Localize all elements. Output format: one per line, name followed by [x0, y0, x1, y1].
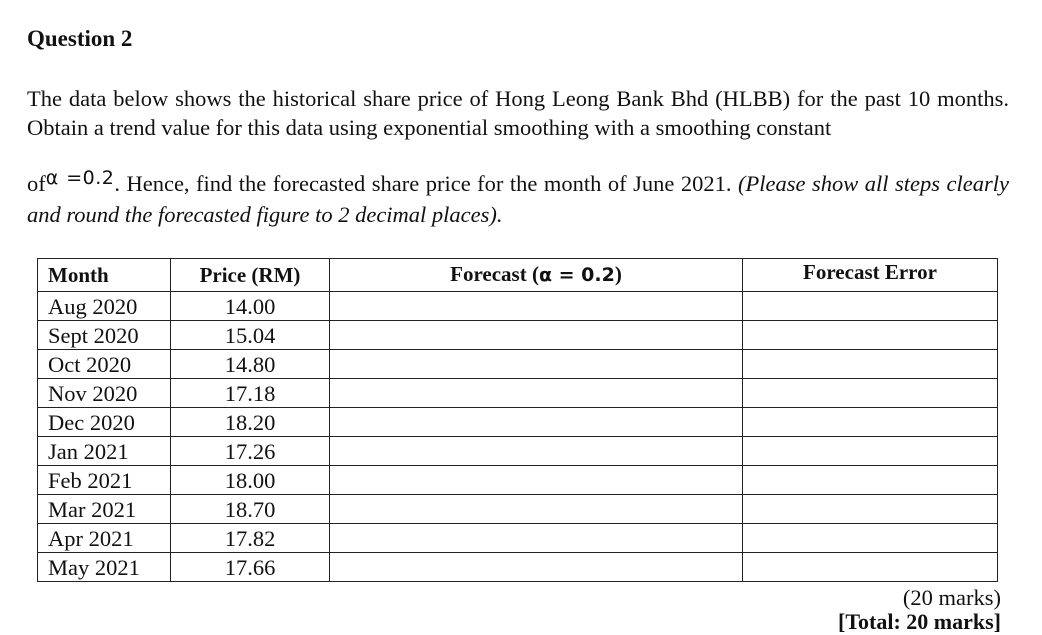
forecast-cell [330, 524, 743, 553]
forecast-error-cell [743, 350, 998, 379]
price-cell: 18.70 [171, 495, 330, 524]
price-cell: 17.26 [171, 437, 330, 466]
header-forecast-suffix: ) [614, 262, 622, 286]
price-cell: 17.18 [171, 379, 330, 408]
forecast-cell [330, 408, 743, 437]
forecast-cell [330, 292, 743, 321]
total-marks-label: [Total: 20 marks] [838, 609, 1001, 634]
para2-instruction: (Please show all steps clearly and round the forecasted figure to 2 decimal places) [27, 171, 1010, 227]
forecast-error-cell [743, 321, 998, 350]
question-title: Question 2 [27, 26, 133, 51]
month-cell: May 2021 [38, 553, 171, 582]
para2-prefix: of [27, 171, 46, 196]
forecast-error-cell [743, 379, 998, 408]
table-row [38, 408, 998, 437]
month-cell: Feb 2021 [38, 466, 171, 495]
table-row [38, 524, 998, 553]
price-cell: 15.04 [171, 321, 330, 350]
forecast-cell [330, 437, 743, 466]
table-row [38, 321, 998, 350]
price-cell: 14.00 [171, 292, 330, 321]
price-cell: 17.82 [171, 524, 330, 553]
forecast-error-cell [743, 553, 998, 582]
forecast-error-cell [743, 437, 998, 466]
month-cell: Nov 2020 [38, 379, 171, 408]
price-cell: 18.00 [171, 466, 330, 495]
month-cell: Apr 2021 [38, 524, 171, 553]
alpha-expression: α =0.2 [45, 167, 115, 189]
table-row [38, 292, 998, 321]
para2-middle: . Hence, find the forecasted share price for the month of June 2021. [114, 171, 739, 196]
month-cell: Sept 2020 [38, 321, 171, 350]
price-cell: 18.20 [171, 408, 330, 437]
forecast-cell [330, 321, 743, 350]
table-row [38, 437, 998, 466]
forecast-error-cell [743, 495, 998, 524]
question-paragraph-1: The data below shows the historical share price of Hong Leong Bank Bhd (HLBB) for the past 10 months. Obtain a trend value for this data using exponential smoothing with a smoothing constant [27, 86, 1009, 140]
header-price: Price (RM) [171, 259, 330, 292]
month-cell: Jan 2021 [38, 437, 171, 466]
price-cell: 17.66 [171, 553, 330, 582]
table-row [38, 466, 998, 495]
header-forecast [330, 259, 743, 292]
forecast-error-cell [743, 292, 998, 321]
forecast-error-cell [743, 524, 998, 553]
forecast-cell [330, 350, 743, 379]
forecast-cell [330, 495, 743, 524]
forecast-cell [330, 466, 743, 495]
header-forecast-alpha: α = 0.2 [538, 264, 615, 286]
month-cell: Dec 2020 [38, 408, 171, 437]
forecast-cell [330, 379, 743, 408]
month-cell: Oct 2020 [38, 350, 171, 379]
month-cell: Aug 2020 [38, 292, 171, 321]
forecast-cell [330, 553, 743, 582]
table-row [38, 495, 998, 524]
price-cell: 14.80 [171, 350, 330, 379]
header-forecast-prefix: Forecast ( [450, 262, 539, 286]
share-price-table [37, 258, 998, 582]
para2-end: . [496, 202, 503, 227]
forecast-error-cell [743, 408, 998, 437]
month-cell: Mar 2021 [38, 495, 171, 524]
table-row [38, 553, 998, 582]
question-paragraph-2 [27, 169, 1009, 229]
table-header-row [38, 259, 998, 292]
table-row [38, 379, 998, 408]
table-row [38, 350, 998, 379]
header-forecast-error: Forecast Error [743, 259, 998, 292]
header-month: Month [38, 259, 171, 292]
marks-label: (20 marks) [902, 585, 1001, 610]
forecast-error-cell [743, 466, 998, 495]
